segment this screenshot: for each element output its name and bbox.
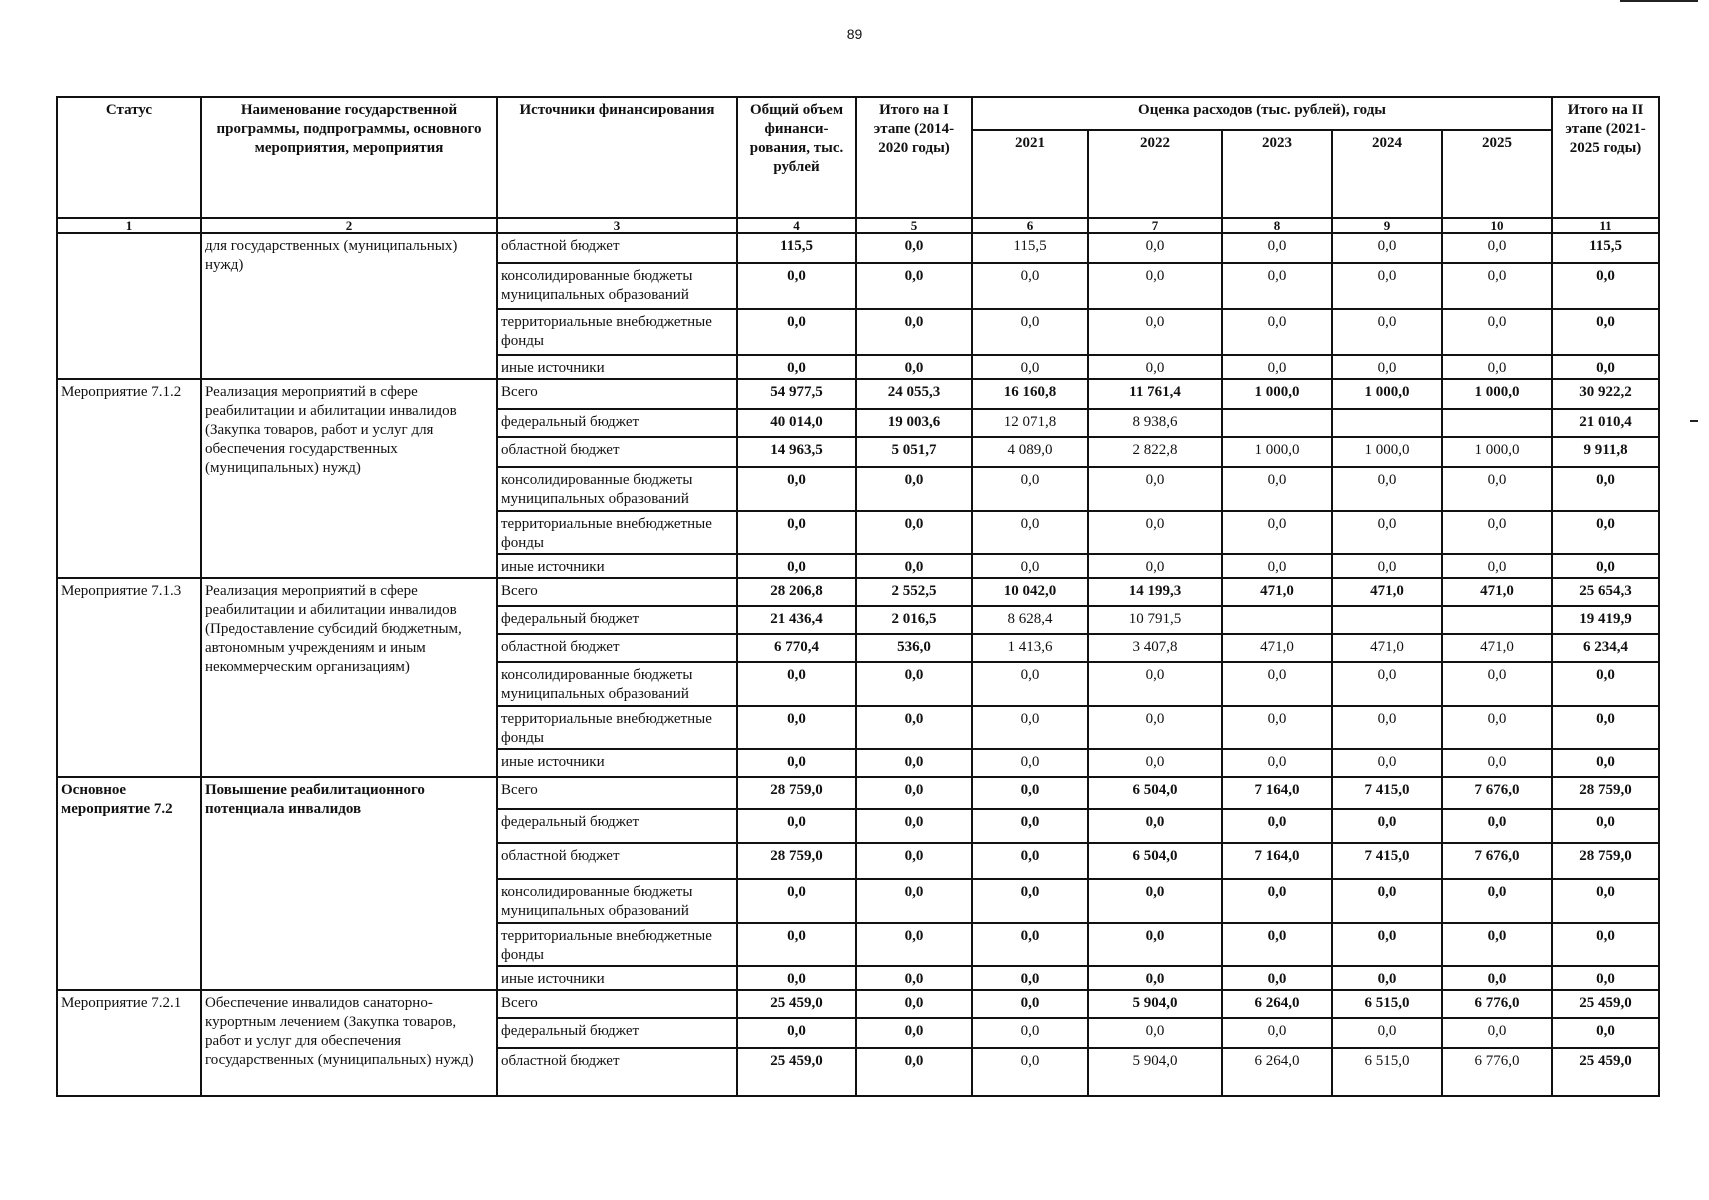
value-cell: 0,0: [1088, 511, 1222, 554]
status-cell: Мероприятие 7.2.1: [57, 990, 201, 1096]
value-cell: 0,0: [1222, 749, 1332, 777]
value-cell: 0,0: [1222, 467, 1332, 511]
value-cell: 30 922,2: [1552, 379, 1659, 409]
value-cell: 11 761,4: [1088, 379, 1222, 409]
table-body: [57, 233, 1659, 1096]
value-cell: 0,0: [1332, 749, 1442, 777]
value-cell: 0,0: [972, 263, 1088, 309]
value-cell: 0,0: [1332, 809, 1442, 843]
value-cell: 0,0: [1552, 923, 1659, 966]
value-cell: 0,0: [856, 263, 972, 309]
value-cell: [1332, 606, 1442, 634]
value-cell: 4 089,0: [972, 437, 1088, 467]
value-cell: 0,0: [737, 467, 856, 511]
value-cell: 0,0: [856, 777, 972, 809]
value-cell: 471,0: [1442, 578, 1552, 606]
value-cell: 0,0: [1332, 923, 1442, 966]
value-cell: 0,0: [1332, 233, 1442, 263]
funding-source-cell: Всего: [497, 990, 737, 1018]
value-cell: 0,0: [1222, 923, 1332, 966]
table-row: [57, 233, 1659, 263]
value-cell: [1442, 606, 1552, 634]
value-cell: 0,0: [856, 233, 972, 263]
status-cell: [57, 233, 201, 379]
budget-table: [56, 96, 1660, 1097]
value-cell: 0,0: [972, 309, 1088, 355]
funding-source-cell: областной бюджет: [497, 437, 737, 467]
header-stage2: Итого на II этапе (2021- 2025 годы): [1552, 97, 1659, 218]
value-cell: 0,0: [856, 749, 972, 777]
value-cell: 0,0: [1552, 263, 1659, 309]
value-cell: 5 051,7: [856, 437, 972, 467]
column-number: 3: [497, 218, 737, 233]
value-cell: 0,0: [856, 511, 972, 554]
value-cell: 0,0: [972, 923, 1088, 966]
value-cell: 16 160,8: [972, 379, 1088, 409]
value-cell: 0,0: [1552, 662, 1659, 706]
header-status: Статус: [57, 97, 201, 218]
value-cell: 25 459,0: [737, 1048, 856, 1096]
value-cell: [1222, 409, 1332, 437]
value-cell: 0,0: [737, 355, 856, 379]
value-cell: 19 419,9: [1552, 606, 1659, 634]
value-cell: 0,0: [1332, 966, 1442, 990]
funding-source-cell: Всего: [497, 777, 737, 809]
funding-source-cell: Всего: [497, 379, 737, 409]
value-cell: 0,0: [737, 662, 856, 706]
funding-source-cell: иные источники: [497, 355, 737, 379]
value-cell: 12 071,8: [972, 409, 1088, 437]
value-cell: 0,0: [856, 554, 972, 578]
funding-source-cell: областной бюджет: [497, 634, 737, 662]
value-cell: 0,0: [1552, 467, 1659, 511]
funding-source-cell: консолидированные бюджеты муниципальных образований: [497, 879, 737, 923]
column-number: 9: [1332, 218, 1442, 233]
value-cell: 0,0: [1222, 233, 1332, 263]
value-cell: 0,0: [1442, 263, 1552, 309]
value-cell: 7 676,0: [1442, 777, 1552, 809]
value-cell: 6 504,0: [1088, 777, 1222, 809]
table-row: [57, 990, 1659, 1018]
funding-source-cell: консолидированные бюджеты муниципальных образований: [497, 662, 737, 706]
program-name-cell: Реализация мероприятий в сфере реабилитации и абилитации инвалидов (Закупка товаров, работ и услуг для обеспечения государственных (муниципальных) нужд): [201, 379, 497, 578]
value-cell: 28 759,0: [1552, 843, 1659, 879]
value-cell: 8 628,4: [972, 606, 1088, 634]
funding-source-cell: федеральный бюджет: [497, 606, 737, 634]
value-cell: [1222, 606, 1332, 634]
value-cell: 14 963,5: [737, 437, 856, 467]
value-cell: 0,0: [737, 263, 856, 309]
value-cell: 6 776,0: [1442, 990, 1552, 1018]
header-estimate: Оценка расходов (тыс. рублей), годы: [972, 97, 1552, 130]
value-cell: 9 911,8: [1552, 437, 1659, 467]
program-name-cell: для государственных (муниципальных) нужд): [201, 233, 497, 379]
column-number: 4: [737, 218, 856, 233]
funding-source-cell: областной бюджет: [497, 843, 737, 879]
value-cell: 19 003,6: [856, 409, 972, 437]
value-cell: 0,0: [856, 879, 972, 923]
value-cell: 0,0: [856, 662, 972, 706]
value-cell: 0,0: [1222, 966, 1332, 990]
funding-source-cell: федеральный бюджет: [497, 1018, 737, 1048]
header-year: 2025: [1442, 130, 1552, 218]
value-cell: 0,0: [1088, 355, 1222, 379]
value-cell: 0,0: [1442, 233, 1552, 263]
value-cell: 10 791,5: [1088, 606, 1222, 634]
value-cell: 0,0: [856, 706, 972, 749]
value-cell: 471,0: [1332, 634, 1442, 662]
value-cell: 14 199,3: [1088, 578, 1222, 606]
value-cell: 28 759,0: [737, 777, 856, 809]
column-number: 6: [972, 218, 1088, 233]
program-name-cell: Повышение реабилитационного потенциала инвалидов: [201, 777, 497, 990]
value-cell: 0,0: [972, 879, 1088, 923]
value-cell: 0,0: [1442, 966, 1552, 990]
value-cell: 6 264,0: [1222, 990, 1332, 1018]
value-cell: 0,0: [972, 1048, 1088, 1096]
value-cell: 0,0: [1332, 355, 1442, 379]
value-cell: 1 000,0: [1222, 437, 1332, 467]
value-cell: 0,0: [1222, 879, 1332, 923]
status-cell: Мероприятие 7.1.3: [57, 578, 201, 777]
value-cell: 0,0: [972, 990, 1088, 1018]
value-cell: 0,0: [1332, 662, 1442, 706]
value-cell: 0,0: [1222, 706, 1332, 749]
value-cell: 0,0: [1332, 879, 1442, 923]
value-cell: 0,0: [972, 511, 1088, 554]
value-cell: 0,0: [1088, 809, 1222, 843]
program-name-cell: Обеспечение инвалидов санаторно-курортным лечением (Закупка товаров, работ и услуг для обеспечения государственных (муниципальных) нужд): [201, 990, 497, 1096]
value-cell: 6 515,0: [1332, 990, 1442, 1018]
value-cell: 25 459,0: [1552, 1048, 1659, 1096]
value-cell: [1442, 409, 1552, 437]
column-number: 8: [1222, 218, 1332, 233]
value-cell: 28 759,0: [737, 843, 856, 879]
value-cell: 0,0: [1088, 263, 1222, 309]
value-cell: 0,0: [1552, 879, 1659, 923]
value-cell: 0,0: [1552, 809, 1659, 843]
value-cell: 0,0: [737, 511, 856, 554]
value-cell: 0,0: [972, 554, 1088, 578]
funding-source-cell: областной бюджет: [497, 233, 737, 263]
funding-source-cell: федеральный бюджет: [497, 409, 737, 437]
value-cell: 115,5: [1552, 233, 1659, 263]
header-stage1: Итого на I этапе (2014- 2020 годы): [856, 97, 972, 218]
page-number: 89: [846, 26, 863, 42]
value-cell: 0,0: [1442, 923, 1552, 966]
value-cell: 2 822,8: [1088, 437, 1222, 467]
value-cell: 21 436,4: [737, 606, 856, 634]
value-cell: 0,0: [1222, 511, 1332, 554]
value-cell: 0,0: [1552, 749, 1659, 777]
value-cell: 0,0: [1442, 1018, 1552, 1048]
value-cell: 0,0: [972, 777, 1088, 809]
value-cell: 0,0: [972, 662, 1088, 706]
value-cell: 25 459,0: [737, 990, 856, 1018]
value-cell: 54 977,5: [737, 379, 856, 409]
value-cell: 6 504,0: [1088, 843, 1222, 879]
status-cell: Мероприятие 7.1.2: [57, 379, 201, 578]
value-cell: 0,0: [856, 467, 972, 511]
value-cell: 0,0: [972, 749, 1088, 777]
scan-edge-mark: [1690, 420, 1698, 422]
scan-edge-mark: [1620, 0, 1698, 2]
header-year: 2023: [1222, 130, 1332, 218]
value-cell: 5 904,0: [1088, 990, 1222, 1018]
value-cell: 6 515,0: [1332, 1048, 1442, 1096]
value-cell: 0,0: [972, 1018, 1088, 1048]
value-cell: 0,0: [1088, 467, 1222, 511]
value-cell: 0,0: [737, 923, 856, 966]
value-cell: 6 234,4: [1552, 634, 1659, 662]
value-cell: 0,0: [1088, 706, 1222, 749]
header-year: 2021: [972, 130, 1088, 218]
value-cell: 0,0: [1222, 554, 1332, 578]
value-cell: 0,0: [1552, 966, 1659, 990]
value-cell: 0,0: [856, 1048, 972, 1096]
funding-source-cell: федеральный бюджет: [497, 809, 737, 843]
table-row: [57, 578, 1659, 606]
funding-source-cell: территориальные внебюджетные фонды: [497, 309, 737, 355]
value-cell: 0,0: [1332, 1018, 1442, 1048]
value-cell: 0,0: [856, 309, 972, 355]
funding-source-cell: территориальные внебюджетные фонды: [497, 923, 737, 966]
value-cell: 0,0: [737, 879, 856, 923]
column-number: 11: [1552, 218, 1659, 233]
column-number: 1: [57, 218, 201, 233]
column-number: 7: [1088, 218, 1222, 233]
value-cell: 0,0: [1088, 879, 1222, 923]
value-cell: 0,0: [1442, 662, 1552, 706]
value-cell: 0,0: [972, 706, 1088, 749]
value-cell: 471,0: [1442, 634, 1552, 662]
value-cell: 0,0: [1442, 749, 1552, 777]
value-cell: 1 000,0: [1442, 379, 1552, 409]
funding-source-cell: территориальные внебюджетные фонды: [497, 706, 737, 749]
value-cell: 0,0: [1552, 309, 1659, 355]
value-cell: 0,0: [856, 990, 972, 1018]
value-cell: 0,0: [1222, 662, 1332, 706]
value-cell: 0,0: [1442, 309, 1552, 355]
value-cell: 3 407,8: [1088, 634, 1222, 662]
value-cell: 1 000,0: [1332, 379, 1442, 409]
value-cell: 0,0: [856, 843, 972, 879]
value-cell: 6 770,4: [737, 634, 856, 662]
value-cell: 0,0: [1442, 355, 1552, 379]
value-cell: 0,0: [1222, 355, 1332, 379]
value-cell: 6 264,0: [1222, 1048, 1332, 1096]
value-cell: 0,0: [1088, 923, 1222, 966]
value-cell: 28 206,8: [737, 578, 856, 606]
value-cell: 471,0: [1222, 578, 1332, 606]
value-cell: 0,0: [737, 309, 856, 355]
value-cell: 0,0: [1332, 263, 1442, 309]
value-cell: 25 654,3: [1552, 578, 1659, 606]
value-cell: 2 016,5: [856, 606, 972, 634]
funding-source-cell: Всего: [497, 578, 737, 606]
value-cell: 7 164,0: [1222, 843, 1332, 879]
value-cell: 0,0: [856, 923, 972, 966]
value-cell: 6 776,0: [1442, 1048, 1552, 1096]
value-cell: 0,0: [1442, 706, 1552, 749]
value-cell: 0,0: [737, 749, 856, 777]
value-cell: 0,0: [737, 809, 856, 843]
value-cell: 1 000,0: [1442, 437, 1552, 467]
value-cell: 0,0: [1332, 309, 1442, 355]
value-cell: 0,0: [1222, 309, 1332, 355]
value-cell: 0,0: [1332, 554, 1442, 578]
value-cell: 0,0: [1552, 1018, 1659, 1048]
value-cell: 1 000,0: [1332, 437, 1442, 467]
column-number: 5: [856, 218, 972, 233]
header-source: Источники финансирования: [497, 97, 737, 218]
value-cell: 5 904,0: [1088, 1048, 1222, 1096]
value-cell: 7 164,0: [1222, 777, 1332, 809]
value-cell: 0,0: [1088, 554, 1222, 578]
value-cell: 2 552,5: [856, 578, 972, 606]
value-cell: 28 759,0: [1552, 777, 1659, 809]
funding-source-cell: консолидированные бюджеты муниципальных образований: [497, 263, 737, 309]
program-name-cell: Реализация мероприятий в сфере реабилитации и абилитации инвалидов (Предоставление субсидий бюджетным, автономным учреждениям и иным некоммерческим организациям): [201, 578, 497, 777]
funding-source-cell: иные источники: [497, 554, 737, 578]
funding-source-cell: иные источники: [497, 966, 737, 990]
header-year: 2022: [1088, 130, 1222, 218]
value-cell: 8 938,6: [1088, 409, 1222, 437]
value-cell: 0,0: [1222, 809, 1332, 843]
value-cell: 0,0: [1442, 554, 1552, 578]
value-cell: 0,0: [1442, 467, 1552, 511]
value-cell: 0,0: [972, 355, 1088, 379]
value-cell: 0,0: [972, 467, 1088, 511]
value-cell: 0,0: [737, 706, 856, 749]
value-cell: 0,0: [856, 966, 972, 990]
funding-source-cell: территориальные внебюджетные фонды: [497, 511, 737, 554]
value-cell: 0,0: [1552, 706, 1659, 749]
value-cell: 0,0: [1442, 879, 1552, 923]
value-cell: 0,0: [972, 843, 1088, 879]
value-cell: 0,0: [737, 966, 856, 990]
value-cell: 21 010,4: [1552, 409, 1659, 437]
table-row: [57, 777, 1659, 809]
value-cell: 0,0: [1222, 1018, 1332, 1048]
value-cell: 0,0: [1552, 511, 1659, 554]
value-cell: 471,0: [1222, 634, 1332, 662]
value-cell: 0,0: [1088, 1018, 1222, 1048]
header-year: 2024: [1332, 130, 1442, 218]
value-cell: 24 055,3: [856, 379, 972, 409]
value-cell: 0,0: [1088, 966, 1222, 990]
value-cell: 471,0: [1332, 578, 1442, 606]
value-cell: 0,0: [1332, 511, 1442, 554]
value-cell: 0,0: [972, 809, 1088, 843]
value-cell: 0,0: [1552, 554, 1659, 578]
table-row: [57, 379, 1659, 409]
value-cell: 0,0: [1332, 467, 1442, 511]
column-number: 2: [201, 218, 497, 233]
value-cell: 0,0: [1088, 309, 1222, 355]
value-cell: 0,0: [856, 809, 972, 843]
header-name: Наименование государственной программы, подпрограммы, основного мероприятия, мероприятия: [201, 97, 497, 218]
header-total: Общий объем финанси- рования, тыс. рублей: [737, 97, 856, 218]
value-cell: 0,0: [972, 966, 1088, 990]
value-cell: 1 000,0: [1222, 379, 1332, 409]
value-cell: 7 415,0: [1332, 777, 1442, 809]
value-cell: 1 413,6: [972, 634, 1088, 662]
value-cell: 0,0: [856, 1018, 972, 1048]
value-cell: 0,0: [1088, 749, 1222, 777]
value-cell: 0,0: [737, 554, 856, 578]
value-cell: 0,0: [1088, 662, 1222, 706]
value-cell: 0,0: [856, 355, 972, 379]
funding-source-cell: иные источники: [497, 749, 737, 777]
value-cell: 40 014,0: [737, 409, 856, 437]
value-cell: 0,0: [1088, 233, 1222, 263]
funding-source-cell: консолидированные бюджеты муниципальных образований: [497, 467, 737, 511]
value-cell: 0,0: [1552, 355, 1659, 379]
value-cell: 0,0: [1442, 511, 1552, 554]
value-cell: 25 459,0: [1552, 990, 1659, 1018]
value-cell: 10 042,0: [972, 578, 1088, 606]
value-cell: [1332, 409, 1442, 437]
column-number: 10: [1442, 218, 1552, 233]
value-cell: 115,5: [737, 233, 856, 263]
status-cell: Основное мероприятие 7.2: [57, 777, 201, 990]
value-cell: 0,0: [737, 1018, 856, 1048]
value-cell: 7 676,0: [1442, 843, 1552, 879]
value-cell: 0,0: [1332, 706, 1442, 749]
funding-source-cell: областной бюджет: [497, 1048, 737, 1096]
value-cell: 536,0: [856, 634, 972, 662]
value-cell: 0,0: [1222, 263, 1332, 309]
value-cell: 7 415,0: [1332, 843, 1442, 879]
value-cell: 115,5: [972, 233, 1088, 263]
value-cell: 0,0: [1442, 809, 1552, 843]
